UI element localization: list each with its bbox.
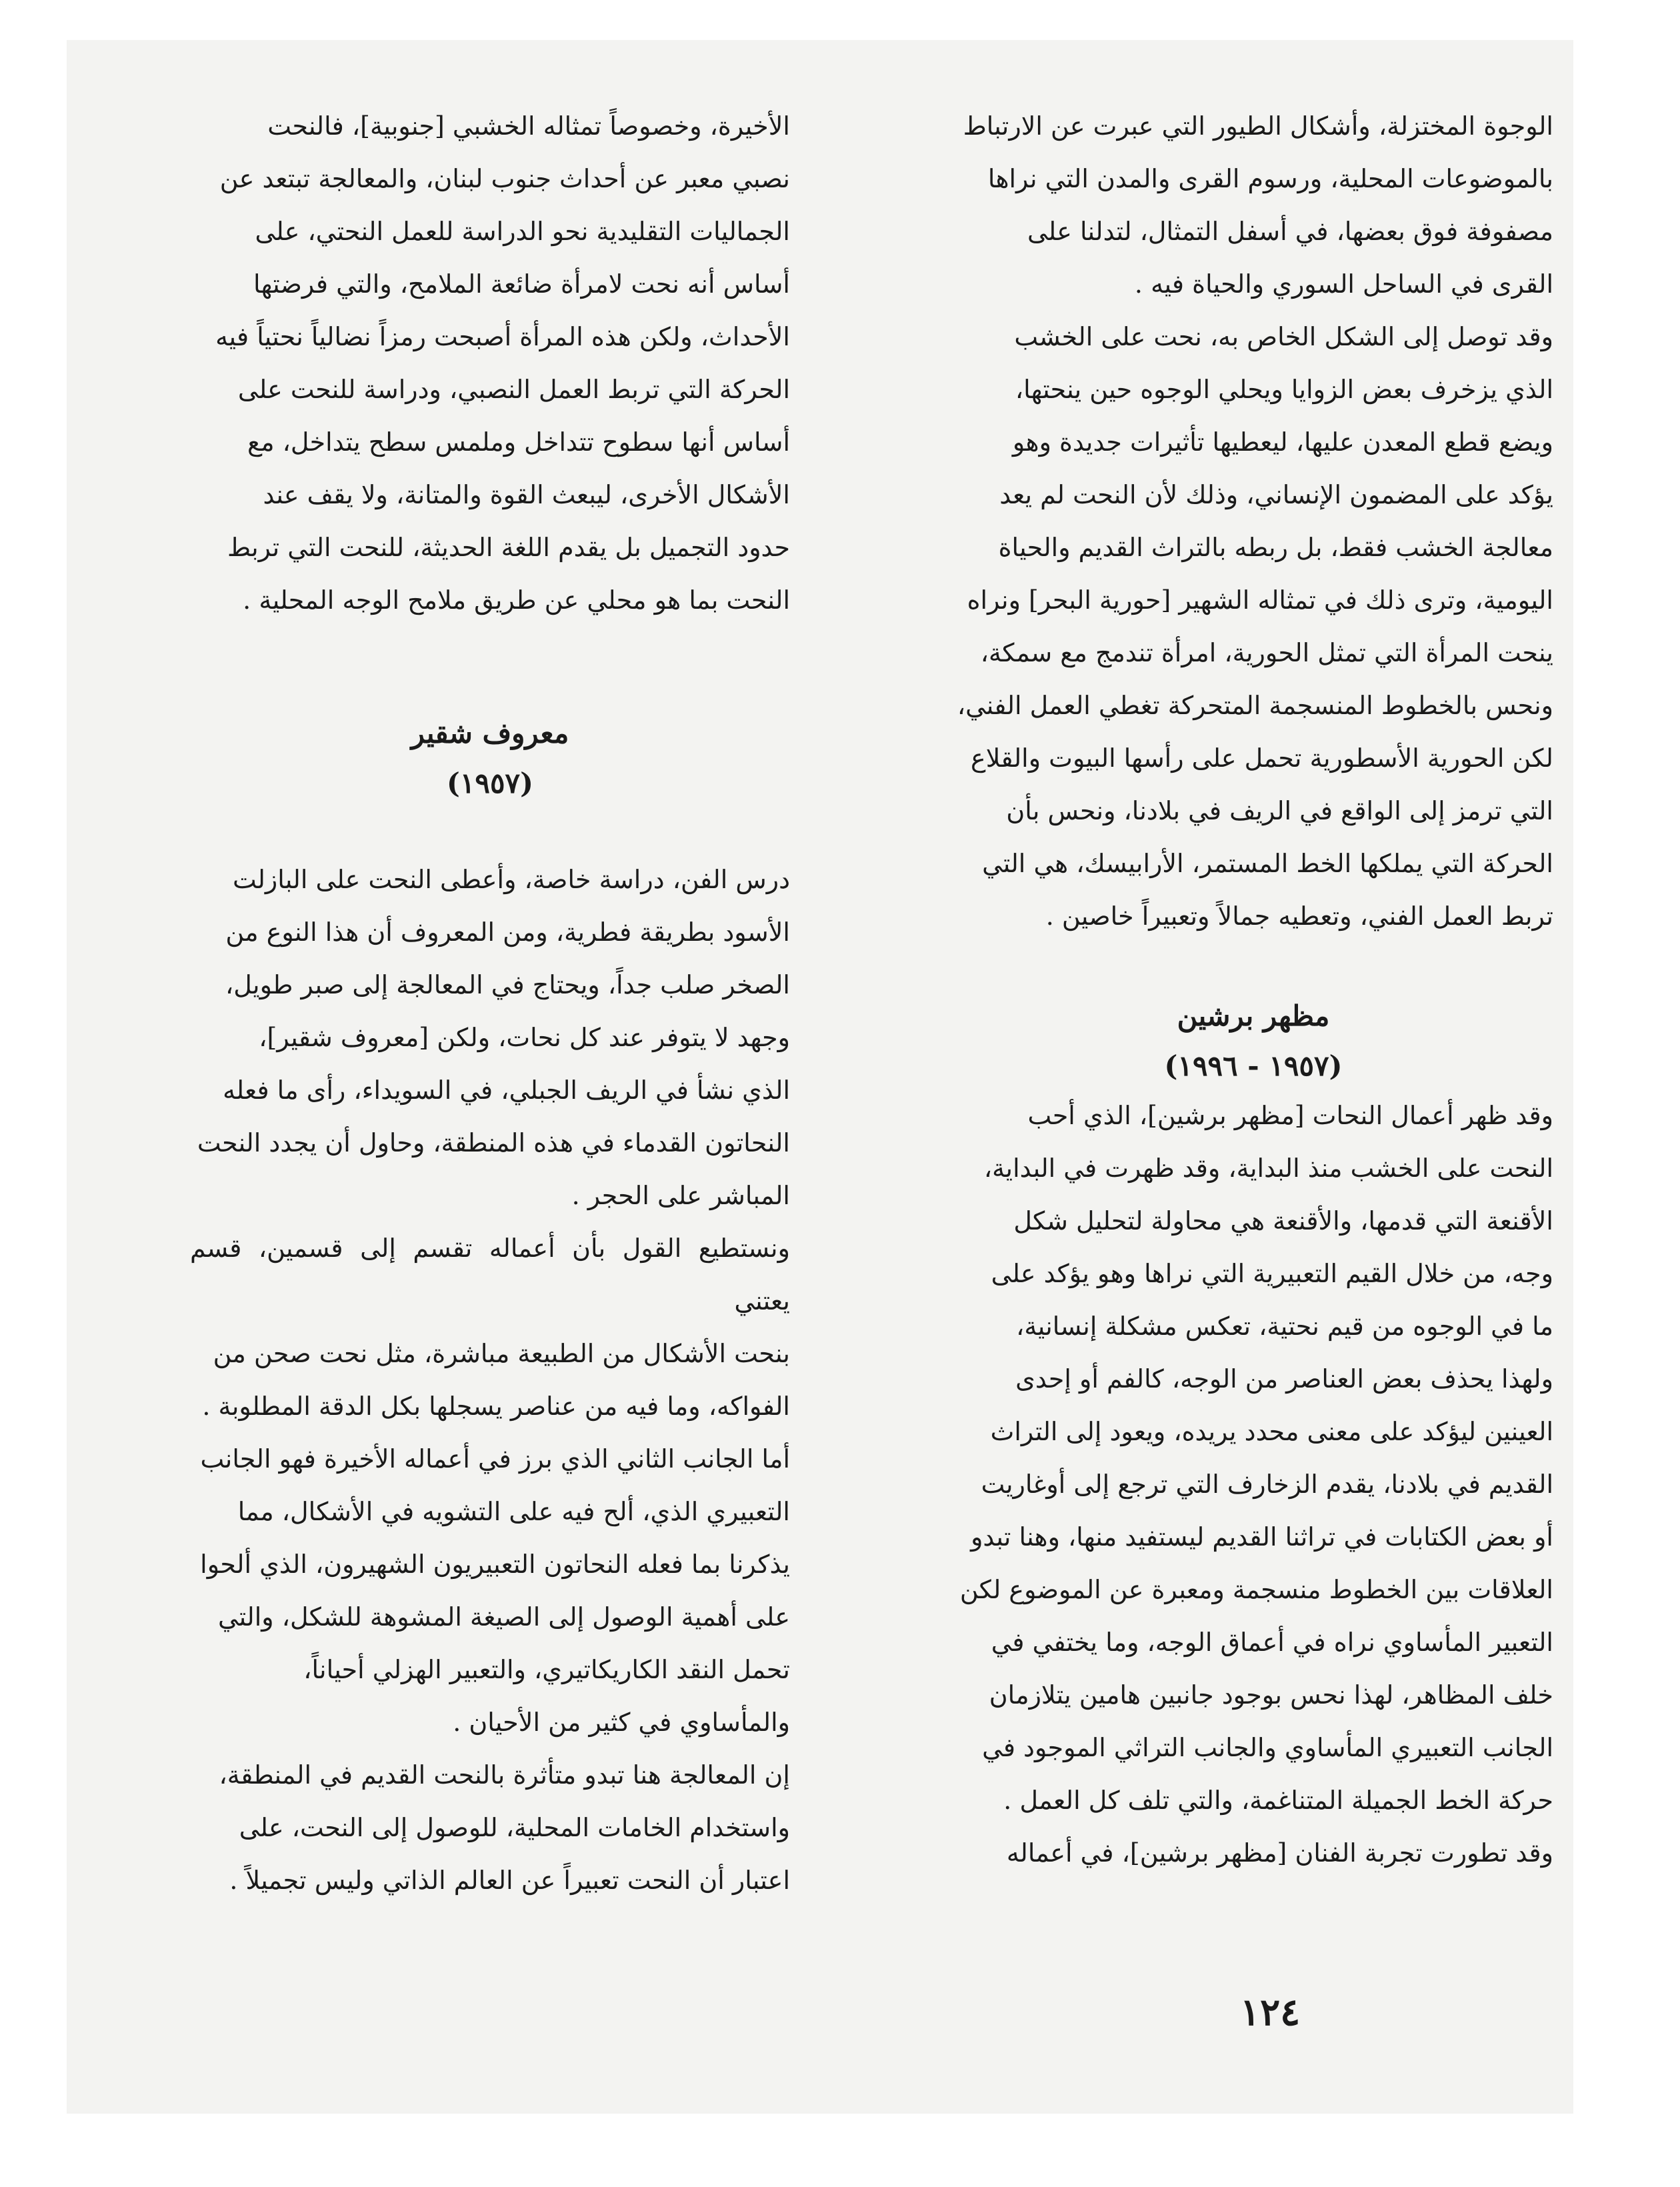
paragraph: درس الفن، دراسة خاصة، وأعطى النحت على البازلت الأسود بطريقة فطرية، ومن المعروف أن هذا النوع من الصخر صلب جداً، ويحتاج في المعالجة إلى صبر طويل، وجهد لا يتوفر عند كل نحات، ولكن [معروف شقير]، الذي نشأ في الريف الجبلي، في السويداء، رأى ما فعله النحاتون القدماء في هذه المنطقة، وحاول أن يجدد النحت المباشر على الحجر . (197, 865, 790, 1210)
page-number: ١٢٤ (1240, 1990, 1301, 2034)
section-heading-name: معروف شقير (411, 717, 569, 749)
section-heading-dates: (١٩٥٧ - ١٩٩٦) (1164, 1049, 1343, 1082)
paragraph: وقد توصل إلى الشكل الخاص به، نحت على الخشب الذي يزخرف بعض الزوايا ويحلي الوجوه حين ينحتها، ويضع قطع المعدن عليها، ليعطيها تأثيرات جديدة وهو يؤكد على المضمون الإنساني، وذلك لأن النحت لم يعد معالجة الخشب فقط، بل ربطه بالتراث القديم والحياة اليومية، وترى ذلك في تمثاله الشهير [حورية البحر] ونراه ينحت المرأة التي تمثل الحورية، امرأة تندمج مع سمكة، ونحس بالخطوط المنسجمة المتحركة تغطي العمل الفني، لكن الحورية الأسطورية تحمل على رأسها البيوت والقلاع التي ترمز إلى الواقع في الريف في بلادنا، ونحس بأن الحركة التي يملكها الخط المستمر، الأرابيسك، هي التي تربط العمل الفني، وتعطيه جمالاً وتعبيراً خاصين . (957, 322, 1553, 931)
section-heading-dates: (١٩٥٧) (447, 767, 533, 799)
spacer (190, 807, 790, 853)
left-column (190, 100, 790, 1907)
spacer (953, 943, 1553, 989)
paragraph: الوجوة المختزلة، وأشكال الطيور التي عبرت عن الارتباط بالموضوعات المحلية، ورسوم القرى والمدن التي نراها مصفوفة فوق بعضها، في أسفل التمثال، لتدلنا على القرى في الساحل السوري والحياة فيه . (963, 111, 1553, 299)
paragraph: أما الجانب الثاني الذي برز في أعماله الأخيرة فهو الجانب التعبيري الذي، ألح فيه على التشويه في الأشكال، مما يذكرنا بما فعله النحاتون التعبيريون الشهيرون، الذي ألحوا على أهمية الوصول إلى الصيغة المشوهة للشكل، والتي تحمل النقد الكاريكاتيري، والتعبير الهزلي أحياناً، والمأساوي في كثير من الأحيان . (200, 1444, 790, 1737)
paragraph: ونستطيع القول بأن أعماله تقسم إلى قسمين، قسم يعتني بنحت الأشكال من الطبيعة مباشرة، مثل نحت صحن من الفواكه، وما فيه من عناصر يسجلها بكل الدقة المطلوبة . (190, 1234, 790, 1421)
book-page (67, 40, 1573, 2114)
paragraph: إن المعالجة هنا تبدو متأثرة بالنحت القديم في المنطقة، واستخدام الخامات المحلية، للوصول إلى النحت، على اعتبار أن النحت تعبيراً عن العالم الذاتي وليس تجميلاً . (219, 1760, 790, 1895)
right-column (953, 100, 1553, 1880)
section-heading-name: مظهر برشين (1177, 999, 1330, 1032)
paragraph: وقد ظهر أعمال النحات [مظهر برشين]، الذي أحب النحت على الخشب منذ البداية، وقد ظهرت في البداية، الأقنعة التي قدمها، والأقنعة هي محاولة لتحليل شكل وجه، من خلال القيم التعبيرية التي نراها وهو يؤكد على ما في الوجوه من قيم نحتية، تعكس مشكلة إنسانية، ولهذا يحذف بعض العناصر من الوجه، كالفم أو إحدى العينين ليؤكد على معنى محدد يريده، ويعود إلى التراث القديم في بلادنا، يقدم الزخارف التي ترجع إلى أوغاريت أو بعض الكتابات في تراثنا القديم ليستفيد منها، وهنا تبدو العلاقات بين الخطوط منسجمة ومعبرة عن الموضوع لكن التعبير المأساوي نراه في أعماق الوجه، وما يختفي في خلف المظاهر، لهذا نحس بوجود جانبين هامين يتلازمان الجانب التعبيري المأساوي والجانب التراثي الموجود في حركة الخط الجميلة المتناغمة، والتي تلف كل العمل . (959, 1101, 1553, 1815)
paragraph: الأخيرة، وخصوصاً تمثاله الخشبي [جنوبية]، فالنحت نصبي معبر عن أحداث جنوب لبنان، والمعالجة تبتعد عن الجماليات التقليدية نحو الدراسة للعمل النحتي، على أساس أنه نحت لامرأة ضائعة الملامح، والتي فرضتها الأحداث، ولكن هذه المرأة أصبحت رمزاً نضالياً نحتياً فيه الحركة التي تربط العمل النصبي، ودراسة للنحت على أساس أنها سطوح تتداخل وملمس سطح يتداخل، مع الأشكال الأخرى، ليبعث القوة والمتانة، ولا يقف عند حدود التجميل بل يقدم اللغة الحديثة، للنحت التي تربط النحت بما هو محلي عن طريق ملامح الوجه المحلية . (215, 111, 790, 615)
paragraph: وقد تطورت تجربة الفنان [مظهر برشين]، في أعماله (1006, 1838, 1553, 1868)
spacer (190, 627, 790, 707)
